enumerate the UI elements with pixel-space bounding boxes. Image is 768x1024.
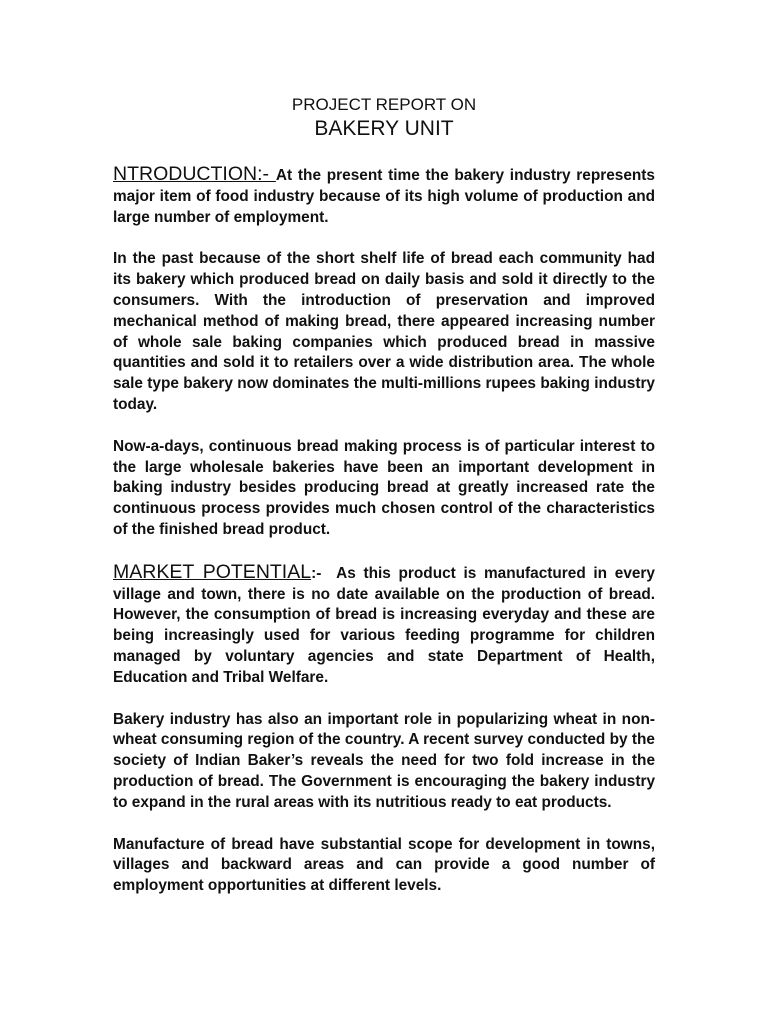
introduction-paragraph xyxy=(113,164,655,228)
report-title-line1: PROJECT REPORT ON xyxy=(291,95,477,114)
market-potential-separator: :- xyxy=(311,564,337,582)
document-page xyxy=(113,94,655,918)
market-potential-text: As this product is manufactured in every village and town, there is no date available on the production of bread. However, the consumption of bread is increasing everyday and these are being increasingly used for various feeding programme for children managed by voluntary agencies and state Department of Health, Education and Tribal Welfare. xyxy=(113,564,655,686)
wheat-paragraph: Bakery industry has also an important role in popularizing wheat in non-wheat consuming region of the country. A recent survey conducted by the society of Indian Baker’s reveals the need for two fold increase in the production of bread. The Government is encouraging the bakery industry to expand in the rural areas with its nutritious ready to eat products. xyxy=(113,710,655,811)
market-potential-heading: MARKET POTENTIAL xyxy=(113,560,312,583)
introduction-heading: NTRODUCTION:- xyxy=(113,163,276,185)
report-title-line2: BAKERY UNIT xyxy=(314,117,454,140)
employment-paragraph: Manufacture of bread have substantial scope for development in towns, villages and backward areas and can provide a good number of employment opportunities at different levels. xyxy=(113,835,655,895)
market-potential-paragraph xyxy=(113,562,655,689)
introduction-text: At the present time the bakery industry represents major item of food industry because of its high volume of production and large number of employment. xyxy=(113,167,655,226)
continuous-process-paragraph: Now-a-days, continuous bread making process is of particular interest to the large wholesale bakeries have been an important development in baking industry besides producing bread at greatly increased rate the continuous process provides much chosen control of the characteristics of the finished bread product. xyxy=(113,437,655,538)
history-paragraph: In the past because of the short shelf life of bread each community had its bakery which produced bread on daily basis and sold it directly to the consumers. With the introduction of preservation and improved mechanical method of making bread, there appeared increasing number of whole sale baking companies which produced bread in massive quantities and sold it to retailers over a wide distribution area. The whole sale type bakery now dominates the multi-millions rupees baking industry today. xyxy=(113,250,655,413)
